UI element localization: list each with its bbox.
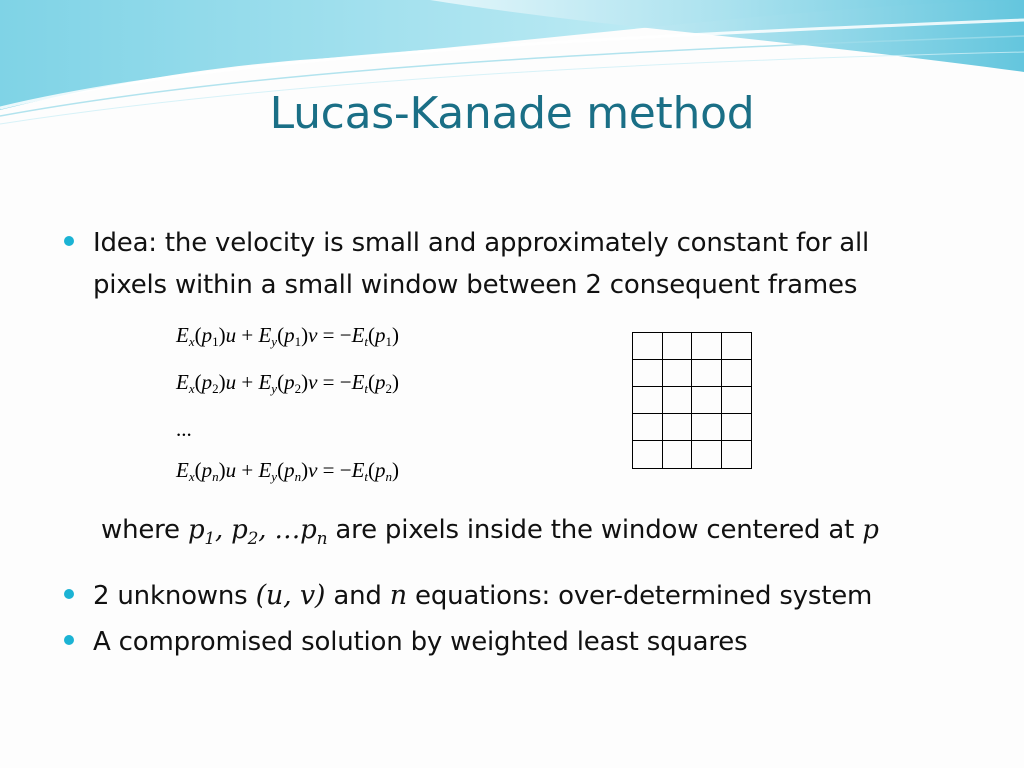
slide-title: Lucas-Kanade method — [269, 88, 755, 139]
grid-cell — [722, 414, 752, 441]
grid-cell — [663, 360, 693, 387]
where-center-p: p — [862, 515, 879, 545]
where-prefix: where — [101, 515, 180, 545]
grid-cell — [692, 441, 722, 468]
bullet-2 — [93, 575, 872, 617]
bullet-icon — [64, 635, 74, 645]
where-pixel-list: $p_1$, $p_2$, $\dots p_n$ — [187, 515, 328, 550]
bullet-1-line-1: Idea: the velocity is small and approximately constant for all — [93, 228, 870, 258]
pixel-window-grid — [632, 332, 752, 469]
equation-row-1: $E_x(p_1)u + E_y(p_1)v = -E_t(p_1)$ — [176, 323, 400, 349]
grid-cell — [633, 387, 663, 414]
grid-cell — [692, 414, 722, 441]
grid-cell — [663, 387, 693, 414]
grid-cell — [722, 333, 752, 360]
grid-cell — [663, 333, 693, 360]
grid-cell — [722, 360, 752, 387]
equation-ellipsis: ... — [176, 417, 192, 441]
bullet-icon — [64, 589, 74, 599]
grid-cell — [663, 441, 693, 468]
grid-cell — [633, 414, 663, 441]
bullet-icon — [64, 236, 74, 246]
bullet-2-and: and — [333, 581, 382, 611]
grid-cell — [692, 360, 722, 387]
bullet-3: A compromised solution by weighted least squares — [93, 627, 748, 657]
bullet-2-vars: (u, v) — [255, 580, 326, 611]
grid-cell — [663, 414, 693, 441]
where-suffix: are pixels inside the window centered at — [335, 515, 855, 545]
bullet-2-n: n — [389, 580, 407, 611]
grid-cell — [692, 333, 722, 360]
grid-cell — [633, 360, 663, 387]
grid-cell — [722, 441, 752, 468]
bullet-1-line-2: pixels within a small window between 2 consequent frames — [93, 270, 858, 300]
equation-row-2: $E_x(p_2)u + E_y(p_2)v = -E_t(p_2)$ — [176, 370, 400, 396]
grid-cell — [633, 333, 663, 360]
bullet-2-suffix: equations: over-determined system — [415, 581, 873, 611]
bullet-2-prefix: 2 unknowns — [93, 581, 248, 611]
grid-cell — [722, 387, 752, 414]
grid-cell — [633, 441, 663, 468]
grid-cell — [692, 387, 722, 414]
where-line — [101, 509, 879, 560]
equation-row-n: $E_x(p_n)u + E_y(p_n)v = -E_t(p_n)$ — [176, 458, 400, 484]
